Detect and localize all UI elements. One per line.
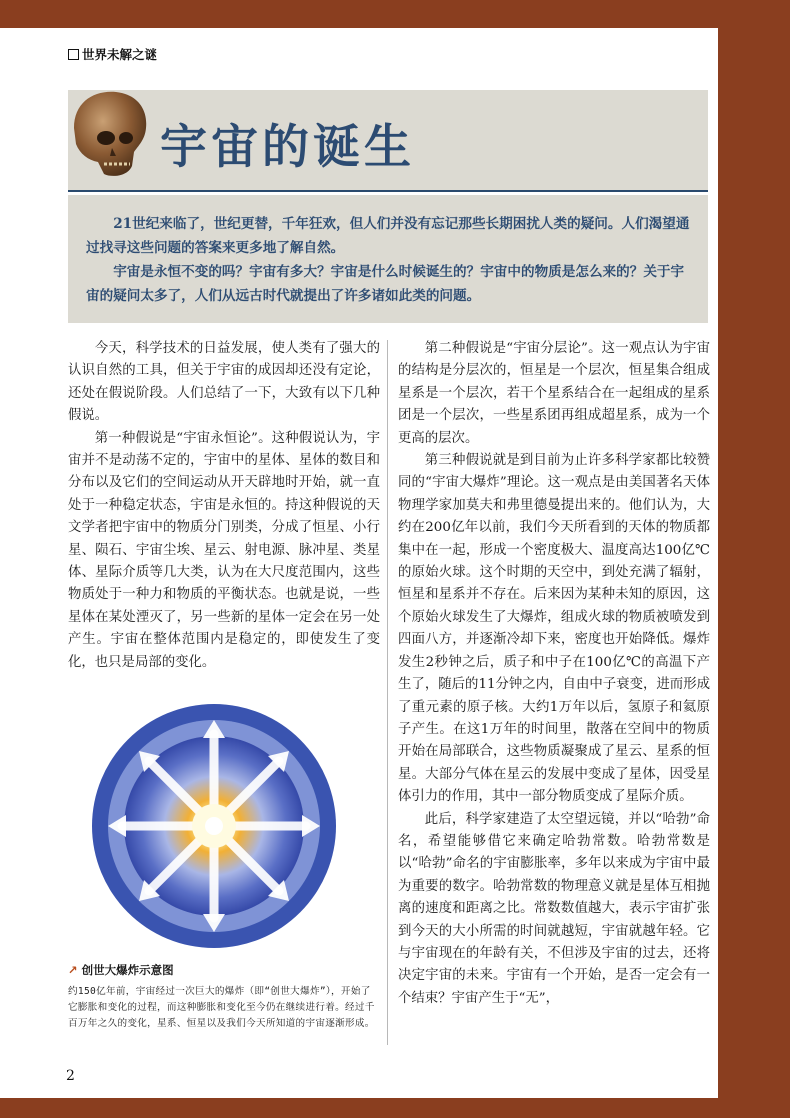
intro-paragraph: 21世纪来临了，世纪更替，千年狂欢，但人们并没有忘记那些长期困扰人类的疑问。人们渴望通过找寻这些问题的答案来更多地了解自然。 — [86, 216, 690, 256]
intro-paragraph: 宇宙是永恒不变的吗？宇宙有多大？宇宙是什么时候诞生的？宇宙中的物质是怎么来的？关于宇宙的疑问太多了，人们从远古时代就提出了许多诸如此类的问题。 — [86, 264, 685, 304]
left-column — [68, 338, 380, 674]
right-column — [398, 338, 710, 1010]
page-title: 宇宙的诞生 — [160, 120, 415, 175]
caption-text: 约150亿年前，宇宙经过一次巨大的爆炸（即“创世大爆炸”），开始了它膨胀和变化的过程，而这种膨胀和变化至今仍在继续进行着。经过千百万年之久的变化，星系、恒星以及我们今天所知道的宇宙逐渐形成。 — [68, 986, 375, 1029]
page-frame-bottom — [0, 1098, 790, 1118]
body-paragraph: 第三种假说就是到目前为止许多科学家都比较赞同的“宇宙大爆炸”理论。这一观点是由美国著名天体物理学家加莫夫和弗里德曼提出来的。他们认为，大约在200亿年以前，我们今天所看到的天体的物质都集中在一起，形成一个密度极大、温度高达100亿℃的原始火球。这个时期的天空中，到处充满了辐射，恒星和星系并不存在。后来因为某种未知的原因，这个原始火球发生了大爆炸，组成火球的物质被喷发到四面八方，并逐渐冷却下来，密度也开始降低。爆炸发生2秒钟之后，质子和中子在100亿℃的高温下产生了，随后的11分钟之内，自由中子衰变，进而形成了重元素的原子核。大约1万年以后，氢原子和氦原子产生。在这1万年的时间里，散落在空间中的物质开始在局部联合，这些物质凝聚成了星云、星系的恒星。大部分气体在星云的发展中变成了星体，因受星体引力的作用，其中一部分物质变成了星际介质。 — [398, 453, 710, 805]
body-paragraph: 此后，科学家建造了太空望远镜，并以“哈勃”命名，希望能够借它来确定哈勃常数。哈勃常数是以“哈勃”命名的宇宙膨胀率，多年以来成为宇宙中最为重要的数字。哈勃常数的物理意义就是星体互相抛离的速度和距离之比。常数数值越大，表示宇宙扩张到今天的大小所需的时间就越短，宇宙就越年轻。它与宇宙现在的年龄有关，不但涉及宇宙的过去，还将决定宇宙的未来。宇宙有一个开始，是否一定会有一个结束？宇宙产生于“无”， — [398, 811, 710, 1006]
page-number: 2 — [66, 1068, 75, 1084]
caption-title-row — [68, 962, 380, 978]
figure-caption — [68, 962, 380, 1032]
page-frame-top — [0, 0, 790, 28]
skull-illustration — [68, 88, 150, 180]
body-paragraph: 第一种假说是“宇宙永恒论”。这种假说认为，宇宙并不是动荡不定的，宇宙中的星体、星体的数目和分布以及它们的空间运动从开天辟地时开始，就一直处于一种稳定状态，宇宙是永恒的。持这种假说的天文学者把宇宙中的物质分门别类，分成了恒星、小行星、陨石、宇宙尘埃、星云、射电源、脉冲星、类星体、星际介质等几大类，认为在大尺度范围内，这些物质处于一种力和物质的平衡状态。也就是说，一些星体在某处湮灭了，另一些新的星体一定会在另一处产生。宇宙在整体范围内是稳定的，即使发生了变化，也只是局部的变化。 — [68, 430, 380, 670]
column-divider — [387, 340, 388, 1045]
caption-title: 创世大爆炸示意图 — [81, 963, 174, 977]
running-head: 世界未解之谜 — [68, 45, 157, 63]
intro-box — [68, 195, 708, 323]
page-frame-right — [718, 0, 790, 1118]
big-bang-illustration — [72, 704, 372, 954]
body-paragraph: 今天，科学技术的日益发展，使人类有了强大的认识自然的工具，但关于宇宙的成因却还没有定论，还处在假说阶段。人们总结了一下，大致有以下几种假说。 — [68, 341, 380, 424]
arrow-up-right-icon: ↗ — [68, 963, 78, 977]
body-paragraph: 第二种假说是“宇宙分层论”。这一观点认为宇宙的结构是分层次的，恒星是一个层次，恒星集合组成星系是一个层次，若干个星系结合在一起组成的星系团是一个层次，一些星系团再组成超星系，成为一个更高的层次。 — [398, 341, 710, 446]
